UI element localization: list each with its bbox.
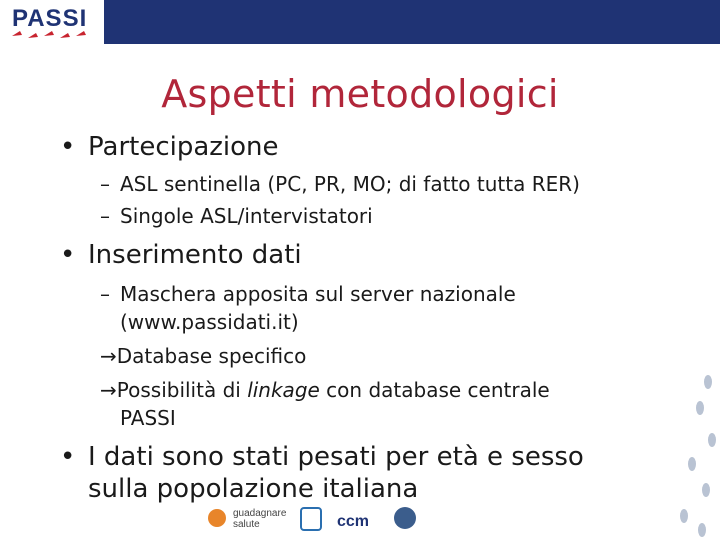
sub-dash: – — [100, 172, 110, 196]
header-band — [104, 0, 720, 44]
svg-text:guadagnare: guadagnare — [233, 508, 287, 519]
guadagnare-salute-icon — [208, 509, 226, 527]
bullet-label: I dati sono stati pesati per età e sesso — [88, 442, 584, 472]
arrow-text: Database specifico — [116, 344, 307, 368]
arrow-item — [100, 344, 306, 368]
bullet-dot: • — [60, 240, 76, 270]
sub-dash: – — [100, 204, 110, 228]
footprints-decoration — [630, 360, 720, 540]
arrow-icon: → — [100, 344, 117, 368]
arrow-text: Possibilità di — [116, 378, 248, 402]
sub-continuation: (www.passidati.it) — [120, 310, 299, 334]
arrow-icon: → — [100, 378, 117, 402]
slide-title: Aspetti metodologici — [161, 72, 559, 116]
logo-wordmark: PASSI — [12, 5, 88, 32]
arrow-continuation: PASSI — [120, 406, 176, 430]
bullet-label: Partecipazione — [88, 132, 279, 162]
sub-text: Singole ASL/intervistatori — [120, 204, 373, 228]
bullet-dot: • — [60, 132, 76, 162]
sub-text: Maschera apposita sul server nazionale — [120, 282, 516, 306]
ccm-logo: ccm — [337, 513, 370, 530]
footer-logos — [205, 504, 445, 538]
svg-text:salute: salute — [233, 519, 260, 530]
passi-logo — [6, 2, 102, 42]
sub-dash: – — [100, 282, 110, 306]
health-emblem-icon — [301, 508, 321, 530]
arrow-text-italic: linkage — [247, 378, 320, 402]
cnesps-logo-icon — [394, 507, 416, 529]
bullet-dot: • — [60, 442, 76, 472]
arrow-item — [100, 378, 550, 402]
sub-text: ASL sentinella (PC, PR, MO; di fatto tutta RER) — [120, 172, 580, 196]
bullet-label: Inserimento dati — [88, 240, 302, 270]
header-bar — [0, 0, 720, 44]
bullet-label: sulla popolazione italiana — [88, 474, 419, 504]
arrow-text: con database centrale — [319, 378, 550, 402]
